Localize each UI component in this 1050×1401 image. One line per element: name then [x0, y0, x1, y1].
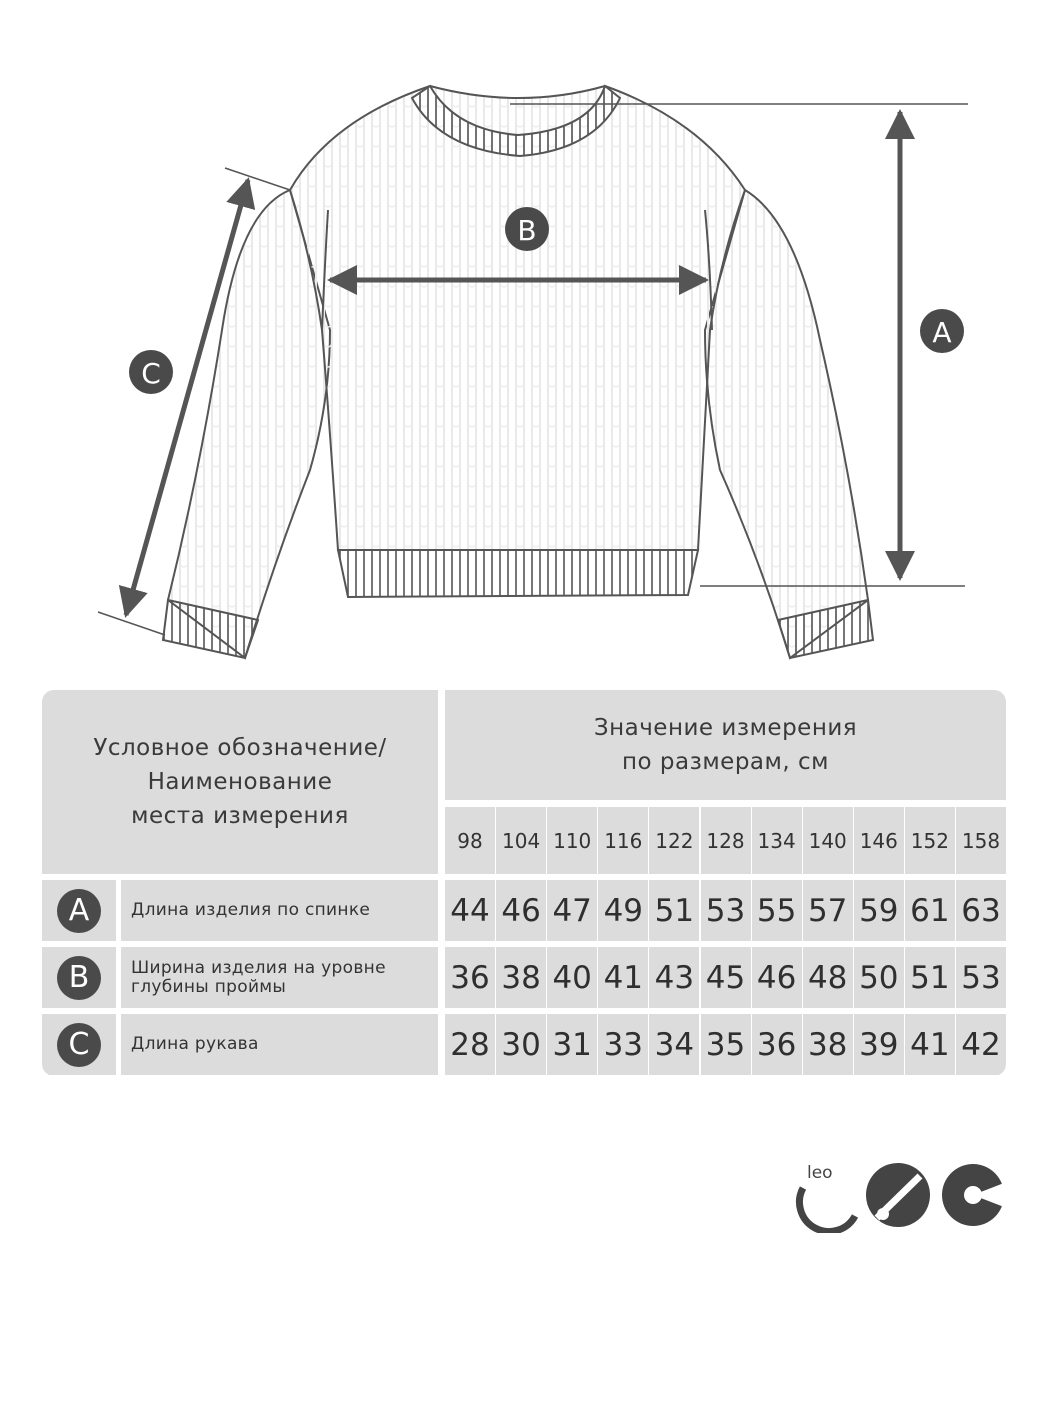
left-sleeve — [168, 190, 330, 658]
logo-arc-icon — [799, 1188, 855, 1232]
size-header-cell: 158 — [956, 807, 1006, 874]
marker-a-label: A — [932, 316, 952, 349]
size-header-cell: 116 — [598, 807, 648, 874]
value-cell: 53 — [701, 880, 751, 941]
marker-c — [129, 350, 173, 394]
size-header-cell: 110 — [547, 807, 597, 874]
value-cell: 59 — [854, 880, 904, 941]
header-designation-line-3: места измерения — [131, 803, 349, 829]
value-cell: 49 — [598, 880, 648, 941]
leo-logo — [795, 1158, 1010, 1233]
size-table — [42, 690, 1006, 1076]
value-cell: 61 — [905, 880, 955, 941]
size-header-cell: 134 — [752, 807, 802, 874]
marker-c-label: C — [141, 357, 161, 390]
value-cell: 41 — [905, 1014, 955, 1075]
marker-b-label: B — [517, 214, 537, 247]
value-cell: 43 — [649, 947, 699, 1008]
value-cell: 51 — [649, 880, 699, 941]
row-badge: C — [57, 1023, 101, 1067]
header-designation-line-1: Условное обозначение/ — [93, 735, 387, 761]
value-cell: 57 — [803, 880, 853, 941]
value-cell: 39 — [854, 1014, 904, 1075]
value-cell: 36 — [752, 1014, 802, 1075]
size-header-cell: 140 — [803, 807, 853, 874]
value-cell: 47 — [547, 880, 597, 941]
value-cell: 34 — [649, 1014, 699, 1075]
right-sleeve — [705, 190, 868, 658]
value-cell: 46 — [752, 947, 802, 1008]
marker-a — [920, 309, 964, 353]
size-header-cell: 146 — [854, 807, 904, 874]
size-header-cell: 152 — [905, 807, 955, 874]
value-cell: 38 — [803, 1014, 853, 1075]
value-cell: 33 — [598, 1014, 648, 1075]
value-cell: 28 — [445, 1014, 495, 1075]
value-cell: 40 — [547, 947, 597, 1008]
logo-text: leo — [807, 1163, 833, 1183]
header-designation — [42, 690, 438, 874]
hem-rib — [338, 550, 698, 597]
sweater-outline — [163, 86, 873, 658]
value-cell: 63 — [956, 880, 1006, 941]
value-cell: 35 — [701, 1014, 751, 1075]
row-badge: B — [57, 956, 101, 1000]
value-cell: 38 — [496, 947, 546, 1008]
row-badge-cell — [42, 947, 116, 1008]
value-cell: 50 — [854, 947, 904, 1008]
size-header-cell: 128 — [701, 807, 751, 874]
value-cell: 31 — [547, 1014, 597, 1075]
header-values — [445, 690, 1006, 800]
row-label: Ширина изделия на уровне глубины проймы — [121, 947, 438, 1008]
size-header-cell: 98 — [445, 807, 495, 874]
sweater-diagram — [0, 0, 1050, 680]
value-cell: 30 — [496, 1014, 546, 1075]
header-values-line-1: Значение измерения — [593, 715, 858, 741]
value-cell: 41 — [598, 947, 648, 1008]
size-header-cell: 122 — [649, 807, 699, 874]
value-cell: 36 — [445, 947, 495, 1008]
value-cell: 55 — [752, 880, 802, 941]
row-label: Длина изделия по спинке — [121, 880, 438, 941]
row-label: Длина рукава — [121, 1014, 438, 1075]
value-cell: 51 — [905, 947, 955, 1008]
header-values-line-2: по размерам, см — [621, 749, 829, 775]
value-cell: 48 — [803, 947, 853, 1008]
header-designation-line-2: Наименование — [147, 769, 333, 795]
row-badge: A — [57, 889, 101, 933]
value-cell: 45 — [701, 947, 751, 1008]
marker-b — [505, 207, 549, 251]
row-badge-cell — [42, 880, 116, 941]
value-cell: 42 — [956, 1014, 1006, 1075]
size-header-cell: 104 — [496, 807, 546, 874]
value-cell: 53 — [956, 947, 1006, 1008]
value-cell: 44 — [445, 880, 495, 941]
row-badge-cell — [42, 1014, 116, 1075]
value-cell: 46 — [496, 880, 546, 941]
